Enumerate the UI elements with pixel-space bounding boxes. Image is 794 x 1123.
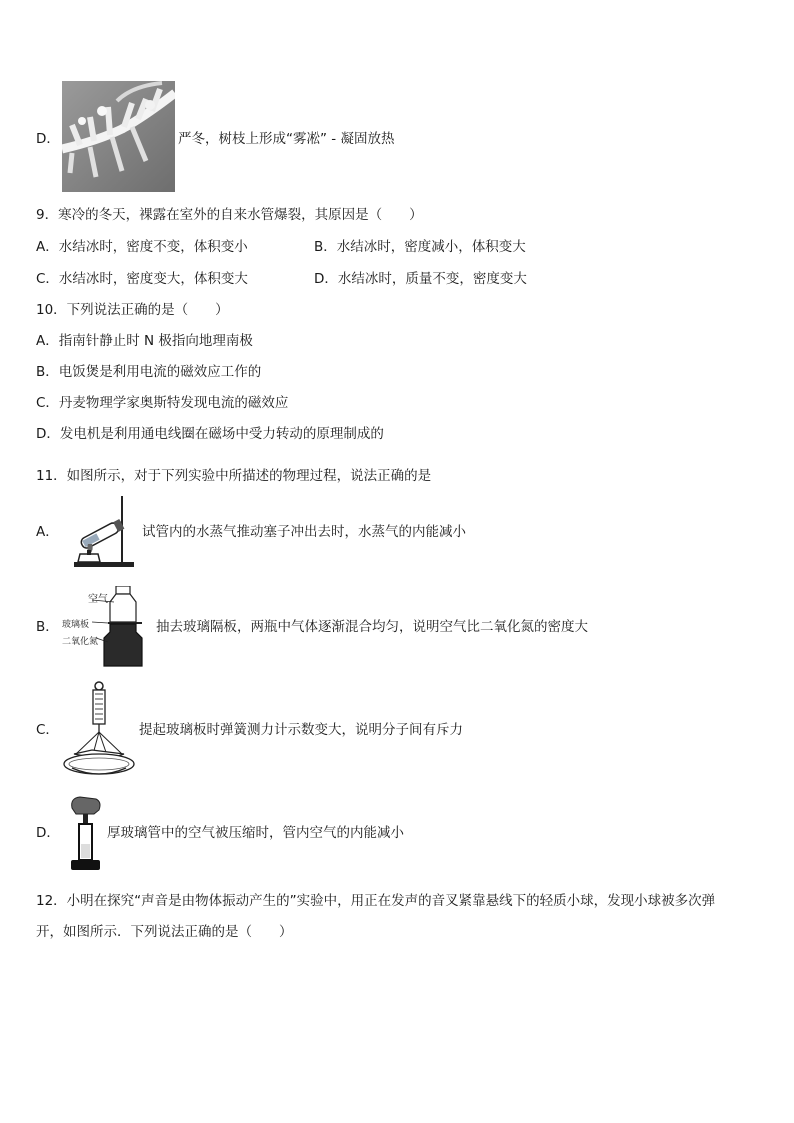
q12-stem-line2: 开，如图所示．下列说法正确的是（ ） [36, 924, 293, 940]
q11-option-d-text: 厚玻璃管中的空气被压缩时，管内空气的内能减小 [107, 825, 404, 841]
q11-stem: 11．如图所示，对于下列实验中所描述的物理过程，说法正确的是 [36, 468, 432, 484]
q10-option-d: D．发电机是利用通电线圈在磁场中受力转动的原理制成的 [36, 426, 384, 442]
test-tube-heating-figure [70, 492, 138, 570]
q9-option-c: C．水结冰时，密度变大，体积变大 [36, 271, 248, 287]
q12-stem-line1: 12．小明在探究“声音是由物体振动产生的”实验中，用正在发声的音叉紧靠悬线下的轻质小球，发现小球被多次弹 [36, 893, 716, 909]
q8-option-d-text: 严冬，树枝上形成“雾凇” - 凝固放热 [178, 131, 395, 147]
q8-option-d-label: D． [36, 131, 60, 147]
q11-option-d-label: D． [36, 825, 60, 841]
spring-scale-figure [62, 680, 136, 780]
glass-plate-label: 玻璃板 [62, 620, 90, 630]
no2-label: 二氧化氮 [62, 637, 99, 647]
q11-option-b-label: B． [36, 619, 59, 635]
frost-branch-photo [62, 81, 175, 192]
q11-option-c-label: C． [36, 722, 59, 738]
q10-option-b: B．电饭煲是利用电流的磁效应工作的 [36, 364, 262, 380]
q9-stem: 9．寒冷的冬天，裸露在室外的自来水管爆裂，其原因是（ ） [36, 207, 423, 223]
q10-stem: 10．下列说法正确的是（ ） [36, 302, 229, 318]
q9-option-d: D．水结冰时，质量不变，密度变大 [314, 271, 527, 287]
gas-diffusion-figure [62, 586, 154, 668]
air-compression-tube-figure [66, 796, 104, 872]
q9-option-a: A．水结冰时，密度不变，体积变小 [36, 239, 248, 255]
q11-option-a-label: A． [36, 524, 59, 540]
q9-option-b: B．水结冰时，密度减小，体积变大 [314, 239, 526, 255]
q11-option-a-text: 试管内的水蒸气推动塞子冲出去时，水蒸气的内能减小 [142, 524, 466, 540]
q11-option-c-text: 提起玻璃板时弹簧测力计示数变大，说明分子间有斥力 [139, 722, 463, 738]
air-label: 空气 [88, 594, 108, 605]
q11-option-b-text: 抽去玻璃隔板，两瓶中气体逐渐混合均匀，说明空气比二氧化氮的密度大 [156, 619, 588, 635]
q10-option-a: A．指南针静止时 N 极指向地理南极 [36, 333, 253, 349]
q10-option-c: C．丹麦物理学家奥斯特发现电流的磁效应 [36, 395, 289, 411]
